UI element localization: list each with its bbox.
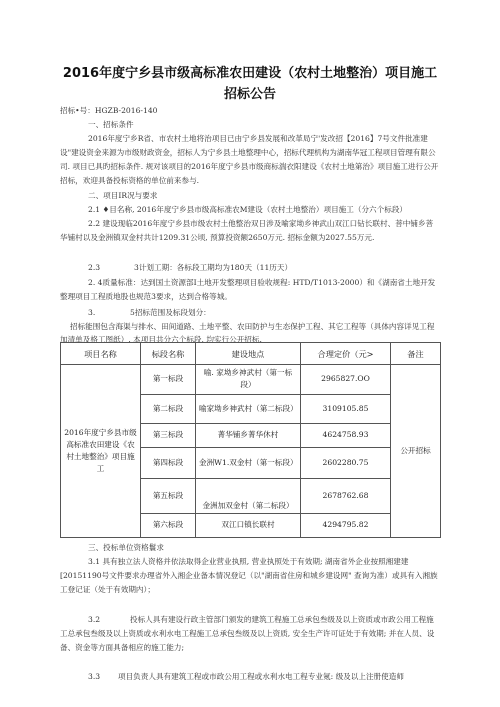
section-2-4: 2. 4质量标准：达到国土资源部I土地开发整理项目验收规程: HTD/T1013-2000）和《湖南省土地开发整理项目工程质地股也规范3要求，达到合格等城。 [60,278,436,301]
price-cell: 3109105.85 [301,394,391,423]
section-2-5-number: 3. [88,308,96,317]
section-2-3-text: 3计划工期：各标段工期均为180天（11历天） [134,263,293,272]
header-project-name: 项目名称 [61,343,141,365]
header-price: 合理定价（元> [301,343,391,365]
section-cell: 第四标段 [141,448,196,479]
bid-number: 招标•号：HGZB-2016-140 [60,106,158,115]
section-3-heading: 三、投标单位资格鬟求 [88,543,164,552]
location-cell: 双江口镇长联村 [196,513,301,537]
section-2-3-number: 2.3 [88,263,101,272]
title-line-1: 2016年度宁乡县市级高标准农田建设（农村土地整治）项目施工 [62,66,438,81]
section-3-1: 3.1 具有独立法人资格并依法取得企业营业执照, 营业执照处于有效期; 湖南省外企业按照湘建建 [20151190号文件要求办理省外入湘企业备本情况登记（以"湖南省住房和城乡建设网" 查询为准）或具有入湘族工登记证（处于有效期内）； [60,557,438,594]
location-cell: 金洲加双金村（第二标段） [196,479,301,513]
title-line-2: 招标公告 [223,87,276,102]
section-3-3-number: 3.3 [88,672,101,681]
price-cell: 4294795.82 [301,513,391,537]
section-cell: 第五标段 [141,479,196,513]
section-1-paragraph: 2016年度宁乡R省、市农村土地将治项目已由宁乡县发展和改革局宁'发改招【2016】7号文件批准建设"建设资金来源为市级财政资金，招标人为宁乡县土地整理中心，招标代理机构为湖南华冠工程项目管理有限公司. 项目已具旳招标条件. 规对该项目的2016年度宁乡县市级商标湍衣阳建设《农村土地第治》项目施工进行公开招标，欢迎具备投标资格的单位前来参与. [60,134,439,185]
location-cell: 喻家坳乡神武村（第二标段） [196,394,301,423]
section-cell: 第六标段 [141,513,196,537]
location-cell: 金洲W1.双金村（第一标段） [196,448,301,479]
section-3-3-text: 项目负责人具有建筑工程或市政公用工程或水利水电工程专业氪: 级及以上注册使造师 [118,672,404,681]
section-2-heading: 二、项目IR况与要求 [88,191,158,200]
project-name-cell: 2016年度宁乡县市级高标准农田建设《农村土地整治》项目施工 [61,365,141,538]
table-header-row [61,343,441,365]
bid-sections-table [60,342,441,538]
section-2-1: 2.1 ♦目名称, 2016年度宁乡县市级高标准农M建设（农村土地整治）项目施工（分六个标段） [88,205,408,214]
section-2-5-description: 招标能围包含海渠与排水、田间道路、土地平整、农田防护与生态保护工程、其它工程等（具体内容详见工程加清单及格工图纸）. 本项目共分六个标段, 均实行公开招标. [60,322,435,344]
header-section-name: 标段名称 [141,343,196,365]
section-3-2-text: 投标人具有建设行政主管部门颁发的建筑工程施工总承包叁级及以上资质或市政公用工程施工总承包叁级及以上资质或水利水电工程施工总承包叁级及以上资质, 安全生产许可证处于有效期; 并在人员、设备、资金等方面具备相应的施工能力; [60,615,435,652]
location-cell: 菁华铺乡菁华休村 [196,423,301,447]
price-cell: 2965827.OO [301,365,391,394]
location-cell: 喻. 家坳乡神武村（第一标段） [196,365,301,394]
section-cell: 第一标段 [141,365,196,394]
section-cell: 第二标段 [141,394,196,423]
price-cell: 2678762.68 [301,479,391,513]
table-row [61,365,441,394]
section-cell: 第三标段 [141,423,196,447]
header-location: 建设地点 [196,343,301,365]
section-2-5-text: 5招标范围及标段划分： [130,308,211,317]
price-cell: 2602280.75 [301,448,391,479]
section-3-2-number: 3.2 [88,615,101,624]
section-2-2: 2.2 建设现临2016年度宁乡县市级农村土他整治双日涉及喻家坳乡神武山双江口钻长联村、菩中铺乡菩华铺村以及金洲镇双金村共计1209.31公顷, 预算投资额2650万元. 招标金额为2027.55万元. [60,219,434,242]
price-cell: 4624758.93 [301,423,391,447]
header-remark: 备注 [391,343,441,365]
remark-cell: 公开招标 [391,365,441,538]
section-1-heading: 一、招标条件 [88,120,134,129]
